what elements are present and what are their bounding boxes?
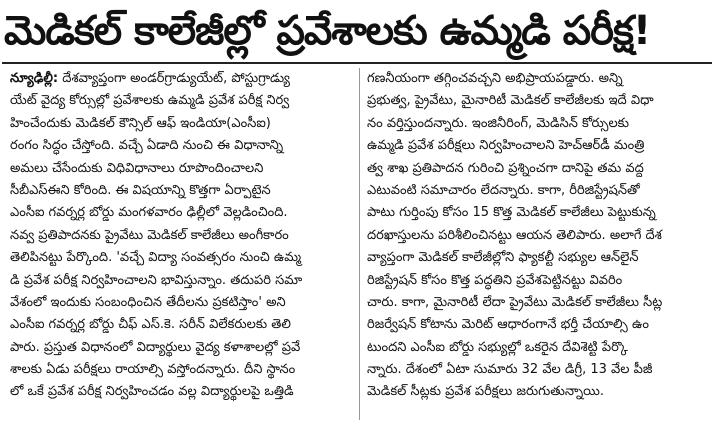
article-line	[10, 113, 356, 135]
article-line	[367, 292, 713, 314]
article-line	[10, 135, 356, 157]
article-line	[10, 180, 356, 202]
article-line	[367, 247, 713, 269]
article-line-text: శాలకు ఏడు పరీక్షలు రాయాల్సి వస్తోందన్నారు. దీని స్థానం	[10, 362, 296, 378]
headline: మెడికల్ కాలేజీల్లో ప్రవేశాలకు ఉమ్మడి పరీక్ష!	[4, 8, 651, 54]
article-column-left	[10, 68, 356, 404]
article-line-text: ఉమ్మడి ప్రవేశ పరీక్షలు నిర్వహించాలని హెచ్‌ఆర్‌డీ మంత్రి	[367, 138, 645, 154]
article-line	[10, 158, 356, 180]
article-line	[367, 314, 713, 336]
article-line-text: మెడికల్ సీట్లకు ప్రవేశ పరీక్షలు జరుగుతున్నాయి.	[367, 384, 604, 400]
article-line	[10, 381, 356, 403]
article-line-text: న్నారు. దేశంలో ఏటా సుమారు 32 వేల డిగ్రీ, 13 వేల పీజీ	[367, 362, 653, 378]
article-line-text: పాటు గుర్తింపు కోసం 15 కొత్త మెడికల్ కాలేజీలు పెట్టుకున్న	[367, 205, 656, 221]
article-line-text: ఎంసీఐ గవర్నర్ల బోర్డు చీఫ్ ఎస్.కె. సరీన్ విలేకరులకు తెలి	[10, 317, 291, 333]
article-line-text: డి ప్రవేశ పరీక్ష నిర్వహించాలని భావిస్తున్నాం. తదుపరి సమా	[10, 272, 303, 288]
article-line	[10, 90, 356, 112]
article-line	[367, 359, 713, 381]
article-line-text: టుందని ఎంసీఐ బోర్డు సభ్యుల్లో ఒకరైన దేవిశెట్టి పేర్కొ	[367, 339, 628, 355]
article-line-text: త్వ శాఖ ప్రతిపాదన గురించి ప్రశ్నించగా దానిపై తమ వద్ద	[367, 160, 644, 176]
article-line	[367, 113, 713, 135]
article-line-text: నవ్వ ప్రతిపాదనకు ప్రైవేటు మెడికల్ కాలేజీలు అంగీకారం	[10, 227, 289, 243]
article-line	[367, 68, 713, 90]
article-line	[10, 292, 356, 314]
article-line-text: గణనీయంగా తగ్గించవచ్చని అభిప్రాయపడ్డారు. అన్ని	[367, 71, 623, 86]
article-line	[367, 225, 713, 247]
article-column-right	[367, 68, 713, 404]
article-line	[367, 90, 713, 112]
article-line-text: రంగం సిద్ధం చేస్తోంది. వచ్చే ఏడాది నుంచి ఈ విధానాన్ని	[10, 138, 284, 154]
article-line-text: రిజర్వేషన్ కోటాను మెరిట్ ఆధారంగానే భర్తీ చేయాల్సి ఉం	[367, 317, 649, 333]
article-line	[367, 202, 713, 224]
article-line-text: ఎటువంటి సమాచారం లేదన్నారు. కాగా, రీరిజిస్ట్రేషన్‌తో	[367, 182, 640, 198]
article-line	[367, 180, 713, 202]
article-line-text: వేశంలో ఇందుకు సంబంధించిన తేదీలను ప్రకటిస్తాం' అని	[10, 294, 286, 310]
article-line-text: యేట్ వైద్య కోర్సుల్లో ప్రవేశాలకు ఉమ్మడి ప్రవేశ పరీక్ష నిర్వ	[10, 93, 290, 109]
article-line-text: ఎంసీఐ గవర్నర్ల బోర్డు మంగళవారం ఢిల్లీలో వెల్లడించింది.	[10, 205, 288, 221]
article-line-text: నం వర్తిస్తుందన్నారు. ఇంజినీరింగ్, మెడిసిన్ కోర్సులకు	[367, 115, 629, 131]
article-line	[10, 247, 356, 269]
article-line-text: వ్యాప్తంగా మెడికల్ కాలేజీల్లోని ఫ్యాకల్టీ సభ్యుల ఆన్‌లైన్	[367, 250, 639, 266]
article-line	[10, 337, 356, 359]
article-line-text: చారు. కాగా, మైనారిటీ లేదా ప్రైవేటు మెడికల్ కాలేజీలు సీట్ల	[367, 294, 663, 310]
article-line-text: పారు. ప్రస్తుత విధానంలో విద్యార్థులు వైద్య కళాశాలల్లో ప్రవే	[10, 339, 301, 355]
article-line-text: సీబీఎస్‌ఈని కోరింది. ఈ విషయాన్ని కొత్తగా ఏర్పాటైన	[10, 182, 271, 198]
article-line	[367, 158, 713, 180]
dateline: న్యూఢిల్లీ:	[10, 71, 59, 86]
column-divider	[359, 68, 360, 420]
article-line-text: తెలిపినట్టు పేర్కొంది. 'వచ్చే విద్యా సంవత్సరం నుంచి ఉమ్మ	[10, 250, 302, 266]
headline-rule	[2, 62, 712, 64]
article-line	[10, 314, 356, 336]
article-line-text: అమలు చేసేందుకు విధివిధానాలు రూపొందించాలని	[10, 160, 264, 176]
article-line-text: ప్రభుత్వ, ప్రైవేటు, మైనారిటీ మెడికల్ కాలేజీలకు ఇదే విధా	[367, 93, 654, 109]
article-line	[367, 135, 713, 157]
article-line	[367, 270, 713, 292]
article-line-text: రిజిస్ట్రేషన్ కోసం కొత్త పద్ధతిని ప్రవేశపెట్టినట్టు వివరిం	[367, 272, 623, 288]
article-line	[10, 225, 356, 247]
article-line	[367, 337, 713, 359]
article-line-text: లో ఒకే ప్రవేశ పరీక్ష నిర్వహించడం వల్ల విద్యార్థులపై ఒత్తిడి	[10, 384, 294, 400]
article-line	[10, 202, 356, 224]
article-line	[10, 68, 356, 90]
article-line-text: హించేందుకు మెడికల్ కౌన్సిల్ ఆఫ్ ఇండియా(ఎంసీఐ)	[10, 115, 271, 131]
article-line-text: దేశవ్యాప్తంగా అండర్‌గ్రాడ్యుయేట్, పోస్టుగ్రాడ్యు	[62, 71, 290, 86]
article-line	[10, 359, 356, 381]
article-line	[367, 381, 713, 403]
article-line	[10, 270, 356, 292]
article-line-text: దరఖాస్తులను పరిశీలించినట్టు ఆయన తెలిపారు. అలాగే దేశ	[367, 227, 662, 243]
